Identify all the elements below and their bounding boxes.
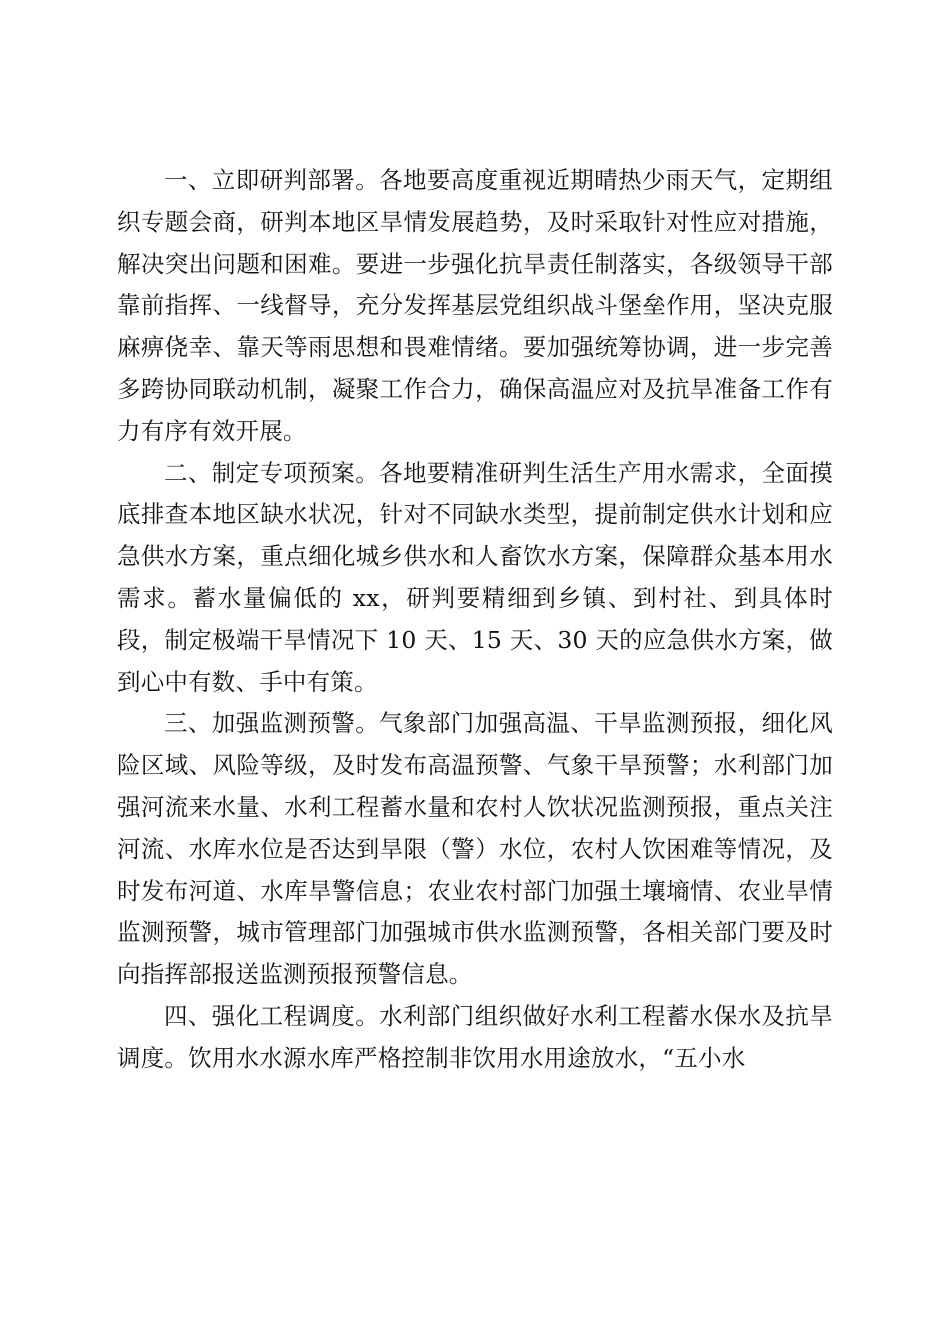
paragraph-3-monitoring-warning: 三、加强监测预警。气象部门加强高温、干旱监测预报，细化风险区域、风险等级，及时发布高温预警、气象干旱预警；水利部门加强河流来水量、水利工程蓄水量和农村人饮状况监测预报，重点关注河流、水库水位是否达到旱限（警）水位，农村人饮困难等情况，及时发布河道、水库旱警信息；农业农村部门加强土壤墒情、农业旱情监测预警，城市管理部门加强城市供水监测预警，各相关部门要及时向指挥部报送监测预报预警信息。 — [117, 709, 833, 989]
paragraph-4-engineering-dispatch: 四、强化工程调度。水利部门组织做好水利工程蓄水保水及抗旱调度。饮用水水源水库严格控制非饮用水用途放水，“五小水 — [117, 1001, 833, 1072]
paragraph-1-deployment: 一、立即研判部署。各地要高度重视近期晴热少雨天气，定期组织专题会商，研判本地区旱情发展趋势，及时采取针对性应对措施，解决突出问题和困难。要进一步强化抗旱责任制落实，各级领导干部靠前指挥、一线督导，充分发挥基层党组织战斗堡垒作用，坚决克服麻痹侥幸、靠天等雨思想和畏难情绪。要加强统筹协调，进一步完善多跨协同联动机制，凝聚工作合力，确保高温应对及抗旱准备工作有力有序有效开展。 — [117, 166, 833, 445]
document-body — [117, 160, 833, 1080]
paragraph-2-contingency-plan: 二、制定专项预案。各地要精准研判生活生产用水需求，全面摸底排查本地区缺水状况，针对不同缺水类型，提前制定供水计划和应急供水方案，重点细化城乡供水和人畜饮水方案，保障群众基本用水需求。蓄水量偏低的 xx，研判要精细到乡镇、到村社、到具体时段，制定极端干旱情况下 10 天、15 天、30 天的应急供水方案，做到心中有数、手中有策。 — [117, 458, 833, 696]
